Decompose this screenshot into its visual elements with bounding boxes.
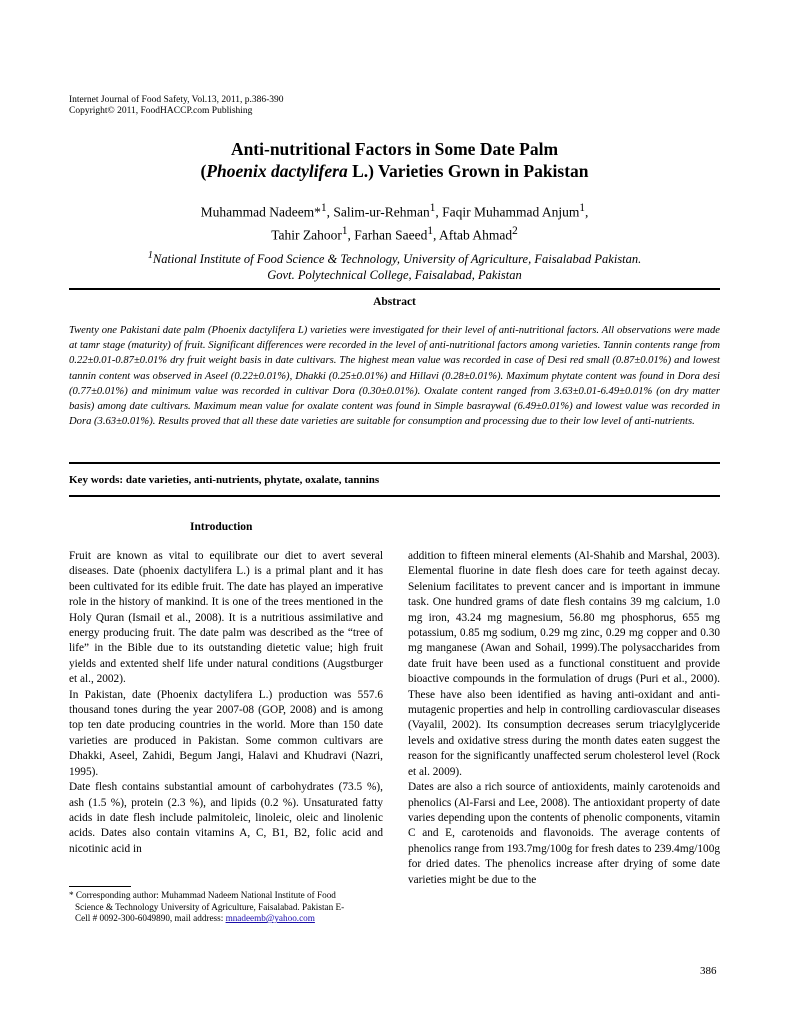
footnote-contact: Cell # 0092-300-6049890, mail address: [75, 913, 226, 923]
paragraph: In Pakistan, date (Phoenix dactylifera L.) production was 557.6 thousand tones during the year 2007-08 (GOP, 2008) and is among top ten date producing countries in the world. More than 150 date varieties are produced in Pakistan. Some common cultivars are Dhakki, Aseel, Zahidi, Begum Jangi, Halavi and Khudravi (Nazri, 1995). [69, 688, 383, 778]
affil-mark: 1 [147, 250, 153, 261]
author-affil-mark: 1 [579, 202, 586, 214]
author-list [69, 199, 720, 244]
journal-citation: Internet Journal of Food Safety, Vol.13, 2011, p.386-390 [69, 95, 284, 105]
author-name: Aftab Ahmad [439, 227, 513, 242]
keywords-divider [69, 495, 720, 497]
footnote-line-3 [69, 913, 385, 925]
introduction-heading: Introduction [190, 521, 253, 533]
footnote-divider [69, 886, 131, 887]
author-affil-mark: 1 [341, 224, 348, 237]
paragraph: Date flesh contains substantial amount of carbohydrates (73.5 %), ash (1.5 %), protein (2.3 %), and lipids (0.2 %). Unsaturated fatty acids in date flesh include palmitoleic, linoleic, oleic and linolenic acids. Dates also contain vitamins A, C, B1, B2, folic acid and nicotinic acid in [69, 781, 383, 855]
author-name: Faqir Muhammad Anjum [442, 204, 580, 220]
author-name: Tahir Zahoor [271, 227, 342, 242]
title-paren: ( [200, 161, 207, 181]
species-name: Phoenix dactylifera [206, 161, 348, 181]
author-affil-mark: 1 [427, 224, 433, 237]
author-sep: , [347, 227, 355, 242]
journal-header [69, 95, 284, 117]
affiliation-1 [69, 248, 720, 267]
affiliation-2: Govt. Polytechnical College, Faisalabad, Pakistan [267, 268, 522, 283]
author-name: Salim-ur-Rehman [333, 204, 430, 220]
author-line-2 [69, 222, 720, 245]
paper-title [69, 138, 720, 182]
author-sep: , [326, 204, 334, 220]
affiliations [69, 248, 720, 283]
keywords: Key words: date varieties, anti-nutrients, phytate, oxalate, tannins [69, 474, 380, 486]
author-sep: , [585, 204, 589, 220]
paragraph: Dates are also a rich source of antioxidents, mainly carotenoids and phenolics (Al-Farsi and Lee, 2008). The antioxidant property of date varies depending upon the contents of phenolic components, vitamin C and E, carotenoids and flavonoids. The average contents of phenolics range from 193.7mg/100g for fresh dates to 239.4mg/100g for dried dates. The phenolics increase after drying of some date varieties might be due to the [408, 781, 720, 886]
page-number: 386 [700, 965, 717, 977]
author-sep: , [435, 204, 443, 220]
author-affil-mark: 1 [320, 202, 327, 214]
author-affil-mark: 2 [512, 224, 518, 237]
author-sep: , [433, 227, 440, 242]
affiliation-1-text: National Institute of Food Science & Technology, University of Agriculture, Faisalabad Pakistan. [152, 252, 642, 267]
abstract-heading: Abstract [373, 296, 416, 308]
author-line-1 [69, 199, 720, 222]
abstract-divider [69, 462, 720, 464]
author-name: Farhan Saeed [354, 227, 428, 242]
footnote-line-2: Science & Technology University of Agriculture, Faisalabad. Pakistan E- [75, 901, 345, 912]
left-column [69, 549, 383, 857]
author-affil-mark: 1 [429, 202, 436, 214]
paragraph: addition to fifteen mineral elements (Al-Shahib and Marshal, 2003). Elemental fluorine in date flesh does care for teeth against decay. Selenium facilitates to prevent cancer and is important in immune task. One hundred grams of date flesh contains 39 mg calcium, 1.0 mg iron, 43.24 mg magnesium, 56.80 mg phosphorus, 655 mg potassium, 0.85 mg sodium, 0.29 mg zinc, 0.29 mg copper and 0.30 mg manganese (Awan and Sohail, 1999).The polysaccharides from date fruit have been used as a functional constituent and provide bioactive compounds in the formulation of drugs (Puri et al., 2000). These have also been identified as having anti-oxidant and anti-mutagenic properties and help in controlling cardiovascular diseases (Vayalil, 2002). Its consumption decreases serum triacylglyceride levels and oxidative stress during the month dates eaten suggest the reason for the significantly unaffected serum cholesterol level (Rock et al. 2009). [408, 550, 720, 778]
title-line-2-rest: L.) Varieties Grown in Pakistan [347, 161, 589, 181]
right-column [408, 549, 720, 888]
paragraph: Fruit are known as vital to equilibrate our diet to avert several diseases. Date (phoenix dactylifera L.) is a primal plant and it has been cultivated for its edible fruit. The date has played an imperative role in the history of mankind. It is one of the trees mentioned in the Holy Quran (Ismail et al., 2008). It is a nutritious assimilative and energy producing fruit. The date palm was described as the “tree of life” in the Bible due to its outstanding dietetic value; high fruit yields and extented shelf life under natural conditions (Augstburger et al., 2002). [69, 550, 383, 686]
top-divider [69, 288, 720, 290]
footnote-line-1: * Corresponding author: Muhammad Nadeem National Institute of Food [69, 890, 336, 900]
author-name: Muhammad Nadeem* [200, 204, 321, 220]
copyright-line: Copyright© 2011, FoodHACCP.com Publishing [69, 106, 253, 116]
email-link[interactable]: mnadeemb@yahoo.com [225, 913, 315, 923]
abstract-text: Twenty one Pakistani date palm (Phoenix dactylifera L) varieties were investigated for their level of anti-nutritional factors. All observations were made at tamr stage (maturity) of fruit. Significant differences were recorded in the level of anti-nutritional factors among varieties. Tannin contents range from 0.22±0.01-0.87±0.01% dry fruit weight basis in date cultivars. The highest mean value was recorded in case of Desi red small (0.87±0.01%) and lowest tannin content was observed in Aseel (0.22±0.01%), Dhakki (0.25±0.01%) and Hillavi (0.28±0.01%). Maximum phytate content was found in Dora desi (0.77±0.01%) and minimum value was recorded in cultivar Dora (0.30±0.01%). Oxalate content ranged from 3.63±0.01-6.49±0.01% (on dry matter basis) among date cultivars. Maximum mean value for oxalate content was found in Simple basraywal (6.49±0.01%) and lowest value was recorded in Dora (3.63±0.01%). Results proved that all these date varieties are suitable for consumption and processing due to their low level of anti-nutrients. [69, 325, 720, 428]
title-line-2 [69, 160, 720, 182]
title-line-1: Anti-nutritional Factors in Some Date Palm [230, 139, 559, 159]
corresponding-author-footnote [69, 890, 385, 925]
